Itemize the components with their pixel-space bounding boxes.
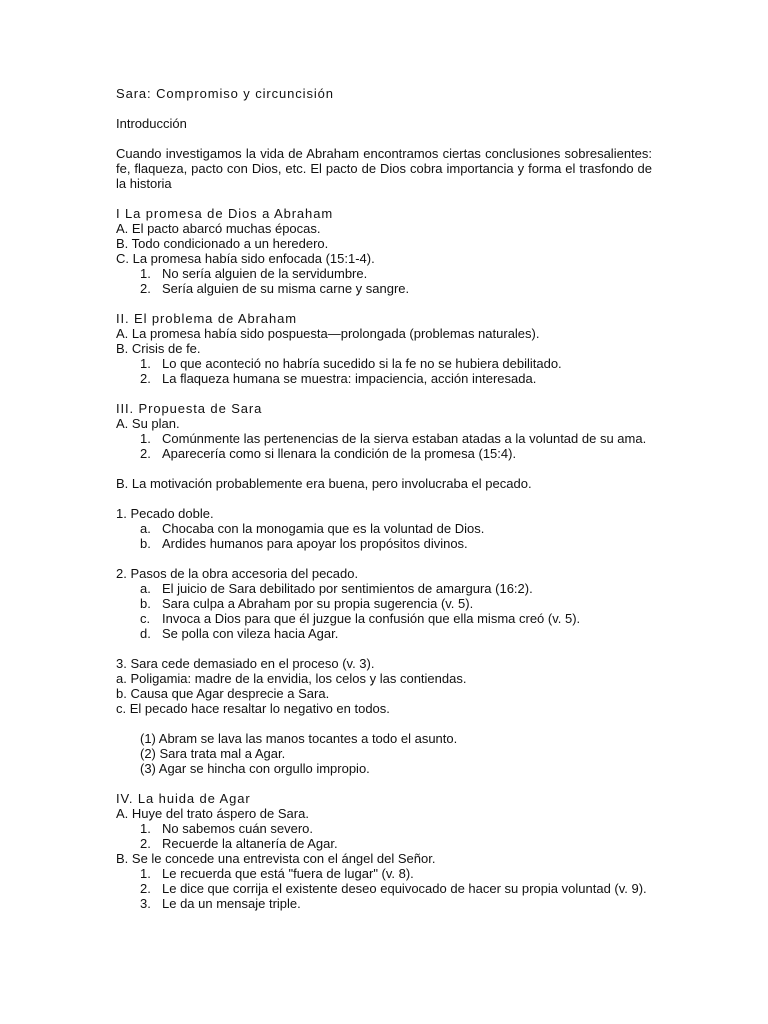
list-item: d. Se polla con vileza hacia Agar. [140,626,339,641]
intro-heading: Introducción [116,116,187,131]
section-3-point-2: 2. Pasos de la obra accesoria del pecado. [116,566,359,581]
section-2-heading: II. El problema de Abraham [116,311,297,326]
section-3-point-3: 3. Sara cede demasiado en el proceso (v. 3). [116,656,375,671]
document-title: Sara: Compromiso y circuncisión [116,86,334,101]
list-item: 1. Le recuerda que está "fuera de lugar" (v. 8). [140,866,414,881]
list-item: a. Chocaba con la monogamia que es la voluntad de Dios. [140,521,485,536]
section-4-item-a: A. Huye del trato áspero de Sara. [116,806,309,821]
section-3-point-1: 1. Pecado doble. [116,506,214,521]
list-item: 2. Recuerde la altanería de Agar. [140,836,338,851]
list-item: 2. Le dice que corrija el existente deseo equivocado de hacer su propia voluntad (v. 9). [140,881,647,896]
section-1-heading: I La promesa de Dios a Abraham [116,206,334,221]
list-item: a. Poligamia: madre de la envidia, los celos y las contiendas. [116,671,467,686]
list-item: 1. Lo que aconteció no habría sucedido si la fe no se hubiera debilitado. [140,356,562,371]
section-3-item-b: B. La motivación probablemente era buena, pero involucraba el pecado. [116,476,532,491]
section-2-item-a: A. La promesa había sido pospuesta—prolongada (problemas naturales). [116,326,540,341]
list-item: 2. La flaqueza humana se muestra: impaciencia, acción interesada. [140,371,537,386]
list-item: (1) Abram se lava las manos tocantes a todo el asunto. [140,731,458,746]
list-item: b. Sara culpa a Abraham por su propia sugerencia (v. 5). [140,596,474,611]
section-3-item-a: A. Su plan. [116,416,180,431]
section-1-item-a: A. El pacto abarcó muchas épocas. [116,221,321,236]
list-item: a. El juicio de Sara debilitado por sentimientos de amargura (16:2). [140,581,533,596]
list-item: c. Invoca a Dios para que él juzgue la confusión que ella misma creó (v. 5). [140,611,581,626]
section-3-heading: III. Propuesta de Sara [116,401,263,416]
section-1-item-c: C. La promesa había sido enfocada (15:1-4). [116,251,375,266]
list-item: (3) Agar se hincha con orgullo impropio. [140,761,370,776]
list-item: 2. Sería alguien de su misma carne y sangre. [140,281,410,296]
section-2-item-b: B. Crisis de fe. [116,341,201,356]
list-item: b. Ardides humanos para apoyar los propósitos divinos. [140,536,468,551]
section-4-heading: IV. La huida de Agar [116,791,251,806]
list-item: 1. Comúnmente las pertenencias de la sierva estaban atadas a la voluntad de su ama. [140,431,647,446]
list-item: b. Causa que Agar desprecie a Sara. [116,686,330,701]
list-item: 3. Le da un mensaje triple. [140,896,301,911]
section-1-item-b: B. Todo condicionado a un heredero. [116,236,329,251]
list-item: c. El pecado hace resaltar lo negativo en todos. [116,701,390,716]
section-4-item-b: B. Se le concede una entrevista con el ángel del Señor. [116,851,436,866]
intro-paragraph: Cuando investigamos la vida de Abraham encontramos ciertas conclusiones sobresalientes: fe, flaqueza, pacto con Dios, etc. El pacto de Dios cobra importancia y forma el trasfondo de la historia [116,146,652,191]
list-item: 1. No sabemos cuán severo. [140,821,314,836]
list-item: (2) Sara trata mal a Agar. [140,746,286,761]
list-item: 1. No sería alguien de la servidumbre. [140,266,368,281]
list-item: 2. Aparecería como si llenara la condición de la promesa (15:4). [140,446,517,461]
